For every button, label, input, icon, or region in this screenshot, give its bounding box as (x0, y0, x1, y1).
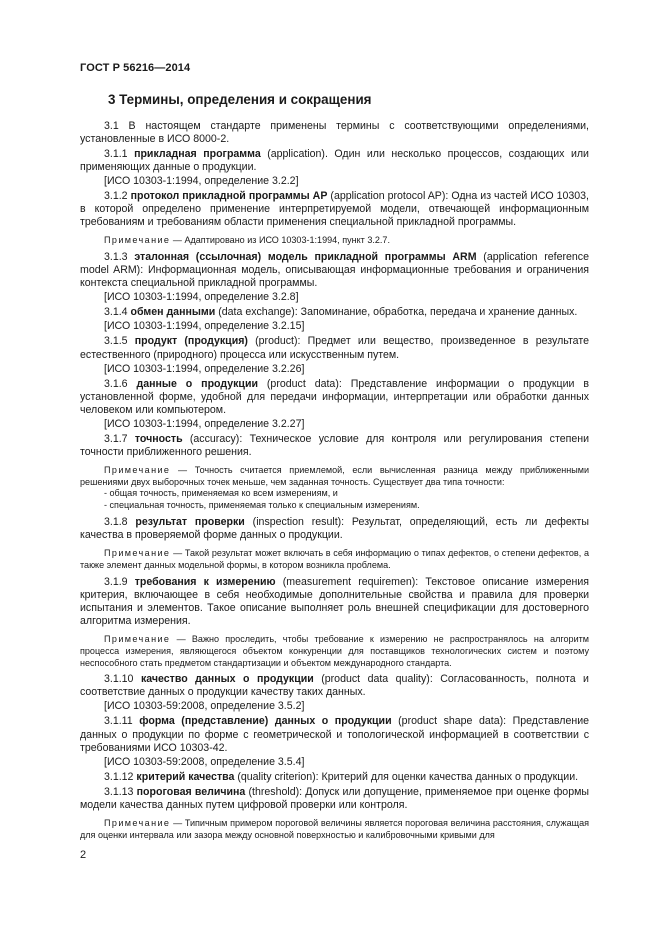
term-number: 3.1.13 (104, 785, 134, 798)
term-definition: (data exchange): Запоминание, обработка, передача и хранение данных. (218, 306, 578, 319)
term-definition: (measurement requiremen): Текстовое описание измерения критерия, включающее в себя необходимые дополнительные свойства и правила для проверки испытания и элементов. Такое описание выполняет роль внешней спецификации для достоверного алгоритма измерения. (80, 575, 589, 627)
term-definition: (accuracy): Техническое условие для контроля или регулирования степени точности приближенного решения. (80, 432, 589, 458)
bullet-general-accuracy: - общая точность, применяемая ко всем измерениям, и (104, 488, 338, 499)
note-text: — Типичным примером пороговой величины является пороговая величина расстояния, служащая для оценки интервала или зазора между основной поверхностью и калибровочными кривыми для (80, 817, 590, 840)
term-3-1-3 (80, 251, 589, 290)
reference-3-1-11: [ИСО 10303-59:2008, определение 3.5.4] (104, 755, 305, 768)
term-3-1-6 (80, 378, 589, 417)
term-3-1-1 (80, 148, 589, 174)
note-label: Примечание (104, 817, 171, 828)
term-3-1-5 (80, 335, 589, 361)
paragraph-3-1: 3.1 В настоящем стандарте применены термины с соответствующими определениями, установленные в ИСО 8000-2. (80, 120, 589, 146)
reference-3-1-10: [ИСО 10303-59:2008, определение 3.5.2] (104, 700, 305, 713)
standard-header: ГОСТ Р 56216—2014 (80, 62, 191, 74)
term-definition: (product data): Представление информации о продукции в установленной форме, удобной для передачи информации, интерпретации или обработки данных человеком или компьютером. (80, 377, 589, 416)
term-number: 3.1.1 (104, 148, 128, 161)
term-name: данные о продукции (136, 377, 258, 390)
term-name: протокол прикладной программы АР (130, 190, 328, 203)
term-definition: (product shape data): Представление данных о продукции по форме с геометрической и топологической информацией в соответствии с требованиями ИСО 10303-42. (80, 715, 590, 754)
term-definition: (product data quality): Согласованность, полнота и соответствие данных о продукции качеству таких данных. (80, 673, 589, 699)
term-name: результат проверки (135, 516, 245, 529)
note-text: — Точность считается приемлемой, если вычисленная разница между приближенными решениями двух выборочных точек меньше, чем заданная точность. Существует два типа точности: (80, 464, 589, 487)
term-number: 3.1.4 (104, 306, 128, 319)
term-name: пороговая величина (136, 785, 246, 798)
note-3-1-2 (80, 235, 589, 247)
note-3-1-13 (80, 818, 589, 842)
term-number: 3.1.9 (104, 575, 128, 588)
term-3-1-13 (80, 786, 589, 812)
term-3-1-8 (80, 516, 589, 542)
term-name: продукт (продукция) (134, 335, 248, 348)
term-3-1-9 (80, 576, 589, 628)
note-label: Примечание (104, 235, 171, 246)
reference-3-1-5: [ИСО 10303-1:1994, определение 3.2.26] (104, 362, 305, 375)
note-3-1-9 (80, 634, 589, 669)
term-name: форма (представление) данных о продукции (139, 715, 392, 728)
note-3-1-8 (80, 548, 589, 572)
term-number: 3.1.3 (104, 251, 128, 264)
reference-3-1-6: [ИСО 10303-1:1994, определение 3.2.27] (104, 417, 305, 430)
note-text: — Такой результат может включать в себя информацию о типах дефектов, о степени дефектов, а также элемент данных модельной формы, в котором возникла проблема. (80, 548, 589, 570)
note-text: — Адаптировано из ИСО 10303-1:1994, пункт 3.2.7. (172, 235, 390, 246)
term-definition: (application protocol AP): Одна из частей ИСО 10303, в которой определено применение интерпретируемой модели, отвечающей информационным требованиям и требованиям области применения специальной прикладной программы. (80, 190, 589, 229)
term-definition: (application reference model ARM): Информационная модель, описывающая информационные требования и ограничения контекста специальной прикладной программы. (80, 251, 589, 290)
term-number: 3.1.5 (104, 335, 128, 348)
term-3-1-12 (80, 771, 589, 784)
document-body (80, 120, 589, 845)
term-number: 3.1.2 (104, 190, 128, 203)
term-number: 3.1.8 (104, 516, 128, 529)
term-name: прикладная программа (134, 148, 261, 161)
term-number: 3.1.6 (104, 377, 128, 390)
reference-3-1-1: [ИСО 10303-1:1994, определение 3.2.2] (104, 175, 299, 188)
term-3-1-11 (80, 715, 589, 754)
term-name: качество данных о продукции (140, 673, 314, 686)
term-definition: (quality criterion): Критерий для оценки качества данных о продукции. (237, 770, 579, 783)
reference-3-1-4: [ИСО 10303-1:1994, определение 3.2.15] (104, 320, 305, 333)
term-number: 3.1.10 (104, 673, 134, 686)
term-3-1-7 (80, 433, 589, 459)
term-3-1-10 (80, 673, 589, 699)
bullet-special-accuracy: - специальная точность, применяемая только к специальным измерениям. (104, 500, 420, 511)
term-name: точность (134, 432, 183, 445)
note-3-1-7 (80, 465, 589, 489)
note-label: Примечание (104, 464, 171, 475)
term-name: эталонная (ссылочная) модель прикладной программы ARM (134, 251, 477, 264)
note-text: — Важно проследить, чтобы требование к измерению не распространялось на алгоритм процесса измерения, являющегося объектом конкуренции для поставщиков технологических систем и поэтому неспособного стать предметом стандартизации и объектом международного стандарта. (80, 633, 590, 668)
note-label: Примечание (104, 548, 171, 559)
term-definition: (application). Один или несколько процессов, создающих или применяющих данные о продукции. (80, 148, 589, 174)
term-definition: (product): Предмет или вещество, произведенное в результате естественного (природного) процесса или искусственным путем. (80, 335, 589, 361)
term-number: 3.1.11 (104, 715, 133, 728)
term-name: обмен данными (130, 306, 216, 319)
term-3-1-4 (80, 306, 589, 319)
term-definition: (inspection result): Результат, определяющий, есть ли дефекты качества в проверяемой форме данных о продукции. (80, 516, 590, 542)
term-definition: (threshold): Допуск или допущение, применяемое при оценке формы модели качества данных путем цифровой проверки или контроля. (80, 785, 589, 811)
reference-3-1-3: [ИСО 10303-1:1994, определение 3.2.8] (104, 291, 299, 304)
term-name: требования к измерению (134, 575, 276, 588)
page-number: 2 (80, 849, 87, 861)
term-3-1-2 (80, 190, 589, 229)
note-label: Примечание (104, 633, 171, 644)
term-number: 3.1.7 (104, 432, 128, 445)
term-number: 3.1.12 (104, 770, 134, 783)
term-name: критерий качества (136, 770, 235, 783)
section-title: 3 Термины, определения и сокращения (108, 92, 372, 107)
